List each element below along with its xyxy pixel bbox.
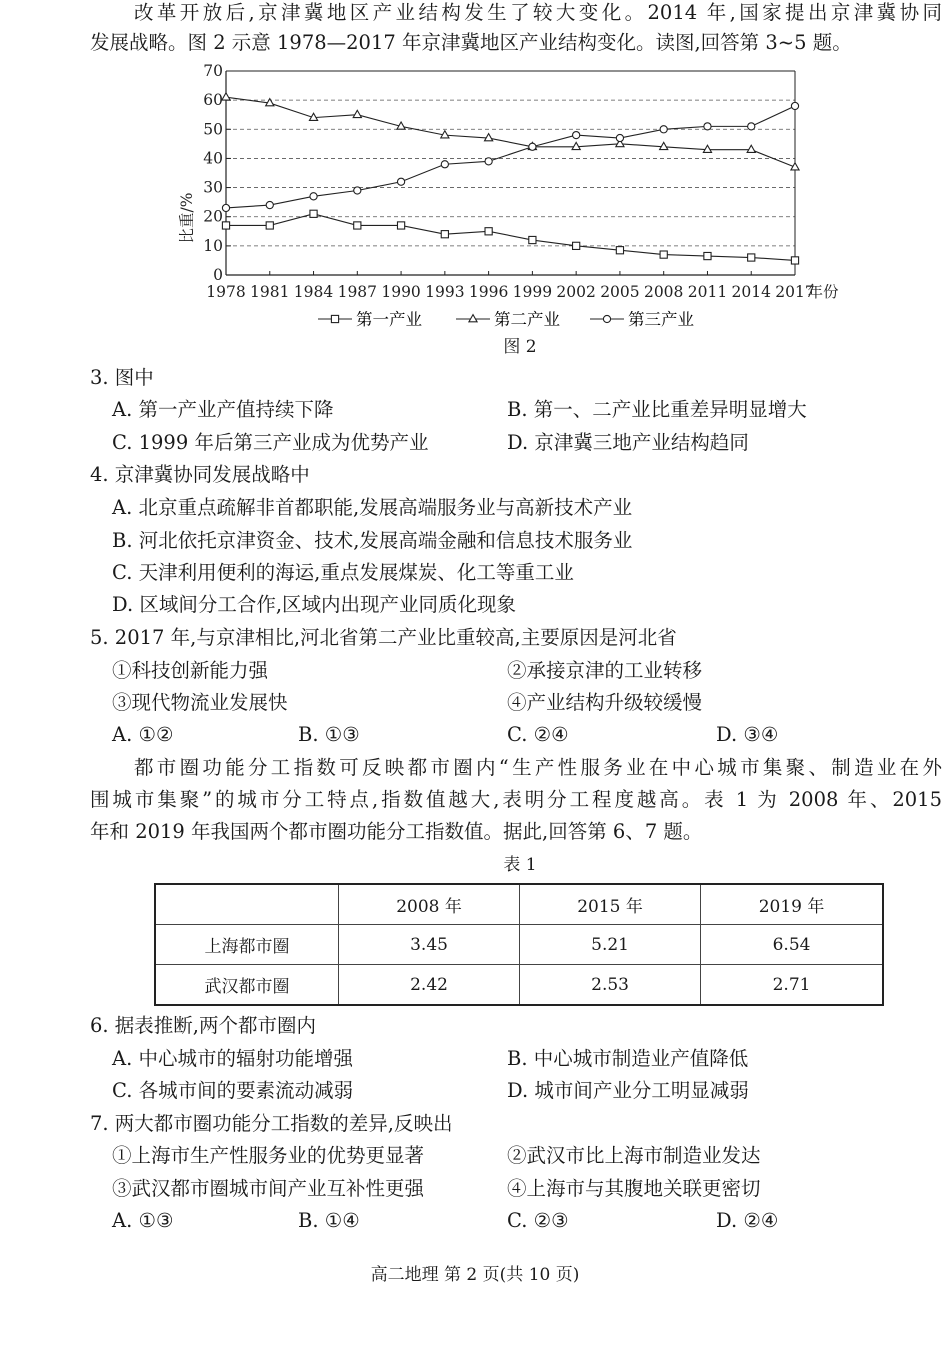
- y-tick-label: 10: [203, 236, 223, 255]
- y-tick-label: 60: [203, 91, 223, 110]
- x-tick-label: 1990: [381, 283, 421, 301]
- y-tick-label: 30: [203, 178, 223, 197]
- data-point-triangle: [572, 142, 580, 149]
- table-header-row: [155, 884, 883, 925]
- data-point-square: [266, 222, 273, 229]
- data-point-circle: [573, 132, 580, 139]
- x-tick-label: 2002: [556, 283, 596, 301]
- data-point-circle: [485, 158, 492, 165]
- data-point-circle: [791, 102, 798, 109]
- y-tick-label: 0: [213, 266, 223, 284]
- q7-item-2: ②武汉市比上海市制造业发达: [507, 1144, 761, 1167]
- data-point-square: [397, 222, 404, 229]
- data-point-circle: [660, 126, 667, 133]
- data-point-square: [354, 222, 361, 229]
- chart-legend: [318, 310, 695, 329]
- table-header-cell: 2019 年: [701, 884, 883, 925]
- data-point-square: [485, 228, 492, 235]
- data-point-circle: [616, 134, 623, 141]
- data-point-triangle: [353, 110, 361, 117]
- table-caption: 表 1: [503, 855, 537, 875]
- series-line-triangle: [226, 97, 795, 167]
- q4-option-c: C. 天津利用便利的海运,重点发展煤炭、化工等重工业: [112, 561, 574, 584]
- q5-option-b: B. ①③: [298, 723, 360, 746]
- legend-marker-square: [331, 315, 338, 322]
- x-tick-label: 2008: [643, 283, 684, 301]
- q3-option-b: B. 第一、二产业比重差异明显增大: [507, 398, 807, 421]
- data-point-triangle: [703, 145, 711, 152]
- data-point-square: [310, 210, 317, 217]
- x-axis-label: 年份: [807, 283, 839, 301]
- data-point-square: [704, 252, 711, 259]
- table-cell: 上海都市圈: [155, 925, 339, 965]
- x-tick-label: 2017: [775, 283, 815, 301]
- q6-stem: 6. 据表推断,两个都市圈内: [90, 1014, 317, 1037]
- q7-item-4: ④上海市与其腹地关联更密切: [507, 1177, 761, 1200]
- data-point-square: [660, 251, 667, 258]
- table-row: [155, 965, 883, 1006]
- q4-option-b: B. 河北依托京津资金、技术,发展高端金融和信息技术服务业: [112, 529, 633, 552]
- y-tick-label: 50: [203, 120, 223, 139]
- legend-label: 第一产业: [356, 310, 422, 329]
- q7-option-d: D. ②④: [716, 1209, 779, 1232]
- x-tick-label: 1981: [250, 283, 290, 301]
- q3-option-c: C. 1999 年后第三产业成为优势产业: [112, 431, 429, 454]
- series-line-circle: [226, 106, 795, 208]
- x-tick-label: 1996: [468, 283, 509, 301]
- legend-marker-triangle: [469, 315, 477, 322]
- table-row: [155, 925, 883, 965]
- intro-1-line-1: 改革开放后,京津冀地区产业结构发生了较大变化。2014 年,国家提出京津冀协同: [134, 1, 942, 24]
- data-point-square: [222, 222, 229, 229]
- q7-stem: 7. 两大都市圈功能分工指数的差异,反映出: [90, 1112, 453, 1135]
- chart-ticks: [203, 62, 839, 301]
- data-point-circle: [397, 178, 404, 185]
- data-point-circle: [310, 193, 317, 200]
- data-point-circle: [222, 204, 229, 211]
- x-tick-label: 1984: [293, 283, 334, 301]
- y-tick-label: 40: [203, 149, 223, 168]
- q5-item-2: ②承接京津的工业转移: [507, 659, 703, 682]
- q6-option-d: D. 城市间产业分工明显减弱: [507, 1079, 749, 1102]
- data-point-circle: [354, 187, 361, 194]
- table-cell: 2.53: [520, 965, 701, 1006]
- q3-option-a: A. 第一产业产值持续下降: [112, 398, 334, 421]
- table-cell: 2.42: [339, 965, 520, 1006]
- data-point-circle: [441, 161, 448, 168]
- q5-option-c: C. ②④: [507, 723, 569, 746]
- data-point-triangle: [660, 142, 668, 149]
- intro-2-line-3: 年和 2019 年我国两个都市圈功能分工指数值。据此,回答第 6、7 题。: [90, 820, 703, 843]
- data-point-square: [529, 236, 536, 243]
- q7-option-b: B. ①④: [298, 1209, 360, 1232]
- x-tick-label: 2005: [600, 283, 640, 301]
- page-footer: 高二地理 第 2 页(共 10 页): [370, 1265, 580, 1285]
- chart-grid: [226, 71, 795, 246]
- data-point-square: [573, 242, 580, 249]
- data-point-triangle: [747, 145, 755, 152]
- table-cell: 6.54: [701, 925, 883, 965]
- data-point-circle: [266, 201, 273, 208]
- table-header-cell: 2015 年: [520, 884, 701, 925]
- q3-option-d: D. 京津冀三地产业结构趋同: [507, 431, 749, 454]
- intro-2-line-2: 围城市集聚”的城市分工特点,指数值越大,表明分工程度越高。表 1 为 2008 年、2015: [90, 788, 942, 811]
- figure-caption: 图 2: [503, 337, 537, 357]
- x-tick-label: 1999: [512, 283, 553, 301]
- x-tick-label: 2014: [731, 283, 771, 301]
- q3-stem: 3. 图中: [90, 366, 154, 389]
- data-point-square: [791, 257, 798, 264]
- q6-option-b: B. 中心城市制造业产值降低: [507, 1047, 749, 1070]
- legend-marker-circle: [603, 315, 610, 322]
- data-point-circle: [748, 123, 755, 130]
- table-header-cell: 2008 年: [339, 884, 520, 925]
- q6-option-a: A. 中心城市的辐射功能增强: [112, 1047, 353, 1070]
- data-point-square: [616, 247, 623, 254]
- q4-option-d: D. 区域间分工合作,区域内出现产业同质化现象: [112, 593, 517, 616]
- data-point-circle: [529, 143, 536, 150]
- q7-option-a: A. ①③: [112, 1209, 174, 1232]
- data-point-circle: [704, 123, 711, 130]
- legend-label: 第二产业: [494, 310, 560, 329]
- q5-option-d: D. ③④: [716, 723, 779, 746]
- data-point-triangle: [485, 134, 493, 141]
- q5-option-a: A. ①②: [112, 723, 174, 746]
- q5-item-1: ①科技创新能力强: [112, 659, 269, 682]
- y-tick-label: 70: [203, 62, 223, 80]
- intro-2-line-1: 都市圈功能分工指数可反映都市圈内“生产性服务业在中心城市集聚、制造业在外: [134, 756, 942, 779]
- chart-series: [222, 93, 799, 264]
- y-axis-label: 比重/%: [178, 192, 196, 244]
- q4-option-a: A. 北京重点疏解非首都职能,发展高端服务业与高新技术产业: [112, 496, 633, 519]
- q7-item-3: ③武汉都市圈城市间产业互补性更强: [112, 1177, 425, 1200]
- legend-label: 第三产业: [628, 310, 694, 329]
- q6-option-c: C. 各城市间的要素流动减弱: [112, 1079, 354, 1102]
- x-tick-label: 1987: [337, 283, 378, 301]
- x-tick-label: 1978: [206, 283, 246, 301]
- q5-stem: 5. 2017 年,与京津相比,河北省第二产业比重较高,主要原因是河北省: [90, 626, 677, 649]
- x-tick-label: 2011: [687, 283, 728, 301]
- q7-item-1: ①上海市生产性服务业的优势更显著: [112, 1144, 425, 1167]
- table-cell: 2.71: [701, 965, 883, 1006]
- y-tick-label: 20: [203, 207, 223, 226]
- q7-option-c: C. ②③: [507, 1209, 569, 1232]
- q5-item-4: ④产业结构升级较缓慢: [507, 691, 703, 714]
- q4-stem: 4. 京津冀协同发展战略中: [90, 463, 310, 486]
- x-tick-label: 1993: [425, 283, 465, 301]
- data-table: [154, 883, 884, 1006]
- table-header-cell: [155, 884, 339, 925]
- data-point-square: [441, 231, 448, 238]
- table-cell: 5.21: [520, 925, 701, 965]
- chart-axes: [226, 71, 795, 275]
- intro-1-line-2: 发展战略。图 2 示意 1978—2017 年京津冀地区产业结构变化。读图,回答第 3~5 题。: [90, 31, 852, 54]
- data-point-square: [748, 254, 755, 261]
- table-cell: 3.45: [339, 925, 520, 965]
- table-cell: 武汉都市圈: [155, 965, 339, 1006]
- data-point-triangle: [222, 93, 230, 100]
- line-chart: [170, 58, 870, 358]
- q5-item-3: ③现代物流业发展快: [112, 691, 288, 714]
